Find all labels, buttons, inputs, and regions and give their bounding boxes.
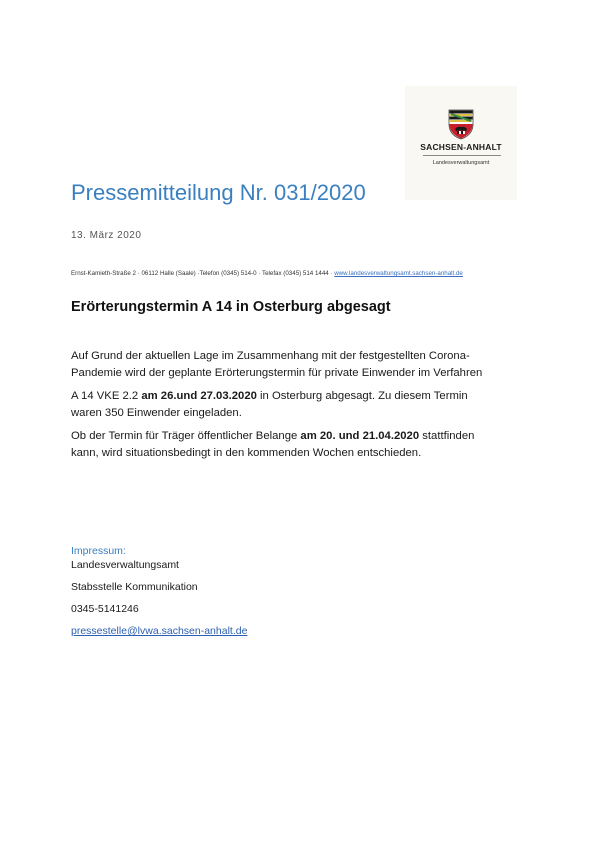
impressum-label: Impressum:: [71, 545, 126, 557]
sachsen-anhalt-logo: [405, 86, 517, 200]
paragraph-line: [71, 388, 531, 405]
text-span: Ob der Termin für Träger öffentlicher Belange: [71, 430, 301, 442]
page-title: Pressemitteilung Nr. 031/2020: [71, 180, 366, 205]
bold-date: am 20. und 21.04.2020: [300, 430, 420, 442]
impressum-unit: Stabsstelle Kommunikation: [71, 581, 198, 593]
release-date: 13. März 2020: [71, 230, 142, 241]
coat-of-arms-icon: [447, 108, 475, 140]
address-line: [71, 270, 463, 277]
paragraph-line: kann, wird situationsbedingt in den kommenden Wochen entschieden.: [71, 447, 422, 459]
impressum-phone: 0345-5141246: [71, 603, 139, 615]
paragraph-3: [71, 428, 531, 462]
paragraph-line: [71, 428, 531, 445]
logo-divider: [423, 155, 501, 156]
text-span: A 14 VKE 2.2: [71, 390, 142, 402]
text-span: stattfinden: [419, 430, 475, 442]
impressum-org: Landesverwaltungsamt: [71, 559, 179, 571]
paragraph-2: [71, 388, 531, 422]
paragraph-line: waren 350 Einwender eingeladen.: [71, 407, 242, 419]
text-span: in Osterburg abgesagt. Zu diesem Termin: [256, 390, 468, 402]
paragraph-line: Pandemie wird der geplante Erörterungstermin für private Einwender im Verfahren: [71, 367, 483, 379]
headline: Erörterungstermin A 14 in Osterburg abgesagt: [71, 299, 391, 315]
logo-name: SACHSEN-ANHALT: [420, 142, 502, 152]
paragraph-1: [71, 348, 531, 382]
address-text: Ernst-Kamieth-Straße 2 · 06112 Halle (Saale) ·Telefon (0345) 514-0 · Telefax (0345) 514 1444 ·: [71, 270, 335, 277]
impressum-email-link[interactable]: pressestelle@lvwa.sachsen-anhalt.de: [71, 625, 248, 637]
logo-subtitle: Landesverwaltungsamt: [432, 160, 490, 166]
website-link[interactable]: www.landesverwaltungsamt.sachsen-anhalt.de: [334, 270, 463, 277]
paragraph-line: Auf Grund der aktuellen Lage im Zusammenhang mit der festgestellten Corona-: [71, 350, 470, 362]
bold-date: am 26.und 27.03.2020: [141, 390, 257, 402]
